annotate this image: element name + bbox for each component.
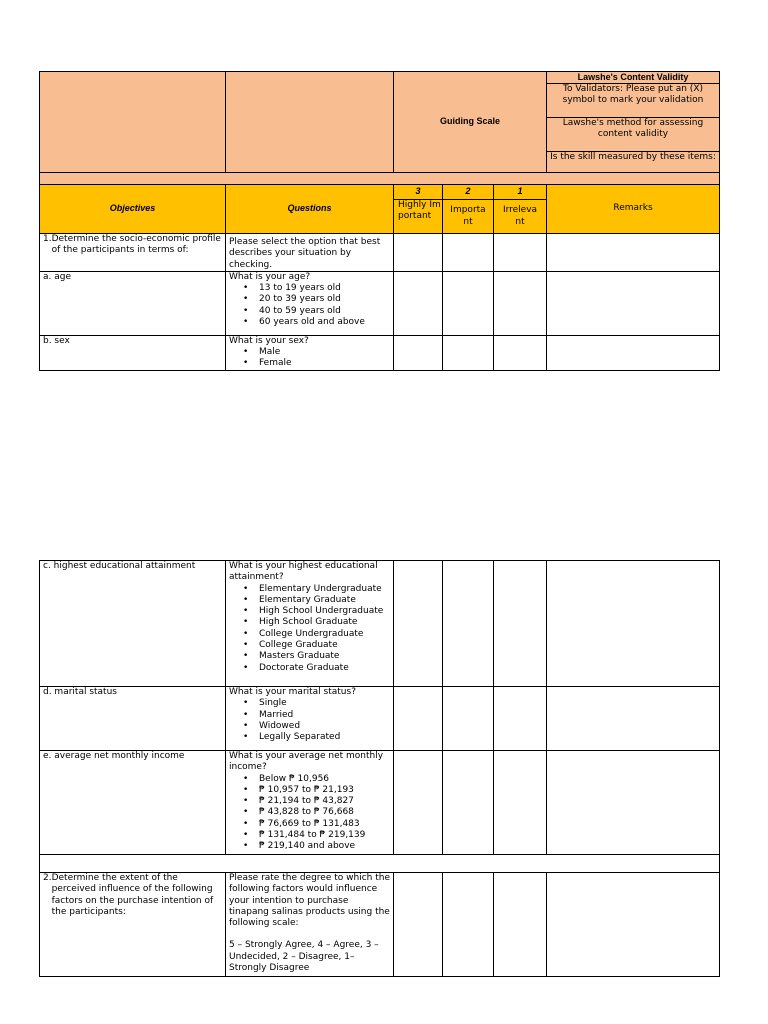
question-income-text: What is your average net monthly income? — [229, 751, 384, 773]
guiding-scale-header: Guiding Scale — [394, 72, 547, 173]
rating-cell[interactable] — [494, 561, 547, 687]
option-item: • Female — [243, 358, 391, 369]
lawshe-method-note: Lawshe's method for assessing content validity — [547, 118, 719, 152]
scale-irrelevant-label: Irrelevant — [494, 200, 547, 234]
remarks-cell[interactable] — [547, 335, 720, 370]
question-income — [226, 751, 394, 855]
rating-cell[interactable] — [494, 687, 547, 751]
remarks-cell[interactable] — [547, 561, 720, 687]
section-divider-row — [40, 855, 720, 873]
option-item: • Widowed — [243, 721, 391, 732]
header-spacer — [40, 173, 720, 185]
lawshe-skill-note: Is the skill measured by these items: — [550, 152, 716, 162]
rating-cell[interactable] — [394, 751, 443, 855]
objective-income: e. average net monthly income — [40, 751, 226, 855]
rating-cell[interactable] — [443, 234, 494, 272]
question-age — [226, 271, 394, 335]
objective-marital: d. marital status — [40, 687, 226, 751]
remarks-cell[interactable] — [547, 873, 720, 977]
option-item: • 40 to 59 years old — [243, 306, 391, 317]
option-item: • ₱ 10,957 to ₱ 21,193 — [243, 785, 391, 796]
question-marital-text: What is your marital status? — [229, 687, 356, 697]
objectives-header: Objectives — [40, 185, 226, 234]
rating-scale-text: 5 – Strongly Agree, 4 – Agree, 3 – Undecided, 2 – Disagree, 1– Strongly Disagree — [229, 940, 379, 974]
remarks-header: Remarks — [547, 185, 720, 234]
objective-education: c. highest educational attainment — [40, 561, 226, 687]
validity-table-bottom — [39, 560, 720, 977]
objective-2-text: Determine the extent of the perceived influence of the following factors on the purchase intention of the participants: — [51, 873, 214, 917]
scale-highly-important-label: Highly Important — [394, 200, 443, 234]
scale-important-label: Important — [443, 200, 494, 234]
rating-cell[interactable] — [494, 271, 547, 335]
rating-cell[interactable] — [494, 234, 547, 272]
option-item: • ₱ 219,140 and above — [243, 841, 391, 852]
objective-2-number: 2. — [43, 873, 52, 883]
marital-options — [229, 698, 391, 743]
remarks-cell[interactable] — [547, 751, 720, 855]
remarks-cell[interactable] — [547, 687, 720, 751]
question-2 — [226, 873, 394, 977]
objective-1-number: 1. — [43, 234, 52, 244]
option-item: • 20 to 39 years old — [243, 294, 391, 305]
option-item: • College Undergraduate — [243, 629, 391, 640]
option-item: • ₱ 131,484 to ₱ 219,139 — [243, 830, 391, 841]
option-item: • ₱ 76,669 to ₱ 131,483 — [243, 819, 391, 830]
question-2-text: Please rate the degree to which the following factors would influence your intention to purchase tinapang salinas products using the following scale: — [229, 873, 390, 929]
option-item: • Single — [243, 698, 391, 709]
sex-options — [229, 347, 391, 370]
option-item: • 13 to 19 years old — [243, 283, 391, 294]
header-blank-2 — [226, 72, 394, 173]
rating-cell[interactable] — [394, 561, 443, 687]
rating-cell[interactable] — [443, 687, 494, 751]
lawshe-validators-note: To Validators: Please put an (X) symbol to mark your validation — [547, 84, 719, 118]
option-item: • Doctorate Graduate — [243, 663, 391, 674]
scale-2-number: 2 — [443, 185, 494, 200]
option-item: • Male — [243, 347, 391, 358]
education-options — [229, 584, 391, 674]
question-age-text: What is your age? — [229, 271, 311, 282]
option-item: • Below ₱ 10,956 — [243, 774, 391, 785]
questions-header: Questions — [226, 185, 394, 234]
option-item: • Married — [243, 710, 391, 721]
age-options — [229, 283, 391, 328]
scale-1-number: 1 — [494, 185, 547, 200]
objective-1-text: Determine the socio-economic profile of the participants in terms of: — [51, 234, 221, 256]
question-sex-text: What is your sex? — [229, 335, 309, 346]
rating-cell[interactable] — [443, 561, 494, 687]
rating-cell[interactable] — [443, 335, 494, 370]
rating-cell[interactable] — [494, 335, 547, 370]
question-marital — [226, 687, 394, 751]
rating-cell[interactable] — [394, 687, 443, 751]
lawshe-header — [547, 72, 720, 173]
objective-2 — [40, 873, 226, 977]
question-education — [226, 561, 394, 687]
objective-1 — [40, 234, 226, 272]
option-item: • ₱ 43,828 to ₱ 76,668 — [243, 807, 391, 818]
option-item: • ₱ 21,194 to ₱ 43,827 — [243, 796, 391, 807]
option-item: • High School Undergraduate — [243, 606, 391, 617]
income-options — [229, 774, 391, 853]
question-education-text: What is your highest educational attainment? — [229, 561, 378, 583]
objective-sex: b. sex — [40, 335, 226, 370]
option-item: • High School Graduate — [243, 617, 391, 628]
rating-cell[interactable] — [443, 271, 494, 335]
rating-cell[interactable] — [394, 873, 443, 977]
rating-cell[interactable] — [394, 271, 443, 335]
validity-table-top — [39, 71, 720, 371]
rating-cell[interactable] — [443, 873, 494, 977]
rating-cell[interactable] — [443, 751, 494, 855]
option-item: • College Graduate — [243, 640, 391, 651]
option-item: • 60 years old and above — [243, 317, 391, 328]
remarks-cell[interactable] — [547, 234, 720, 272]
rating-cell[interactable] — [394, 234, 443, 272]
header-blank-1 — [40, 72, 226, 173]
question-1: Please select the option that best describes your situation by checking. — [226, 234, 394, 272]
rating-cell[interactable] — [394, 335, 443, 370]
rating-cell[interactable] — [494, 751, 547, 855]
option-item: • Elementary Graduate — [243, 595, 391, 606]
question-sex — [226, 335, 394, 370]
option-item: • Legally Separated — [243, 732, 391, 743]
scale-3-number: 3 — [394, 185, 443, 200]
objective-age: a. age — [40, 271, 226, 335]
option-item: • Elementary Undergraduate — [243, 584, 391, 595]
rating-cell[interactable] — [494, 873, 547, 977]
lawshe-title: Lawshe's Content Validity — [547, 72, 719, 84]
remarks-cell[interactable] — [547, 271, 720, 335]
option-item: • Masters Graduate — [243, 651, 391, 662]
